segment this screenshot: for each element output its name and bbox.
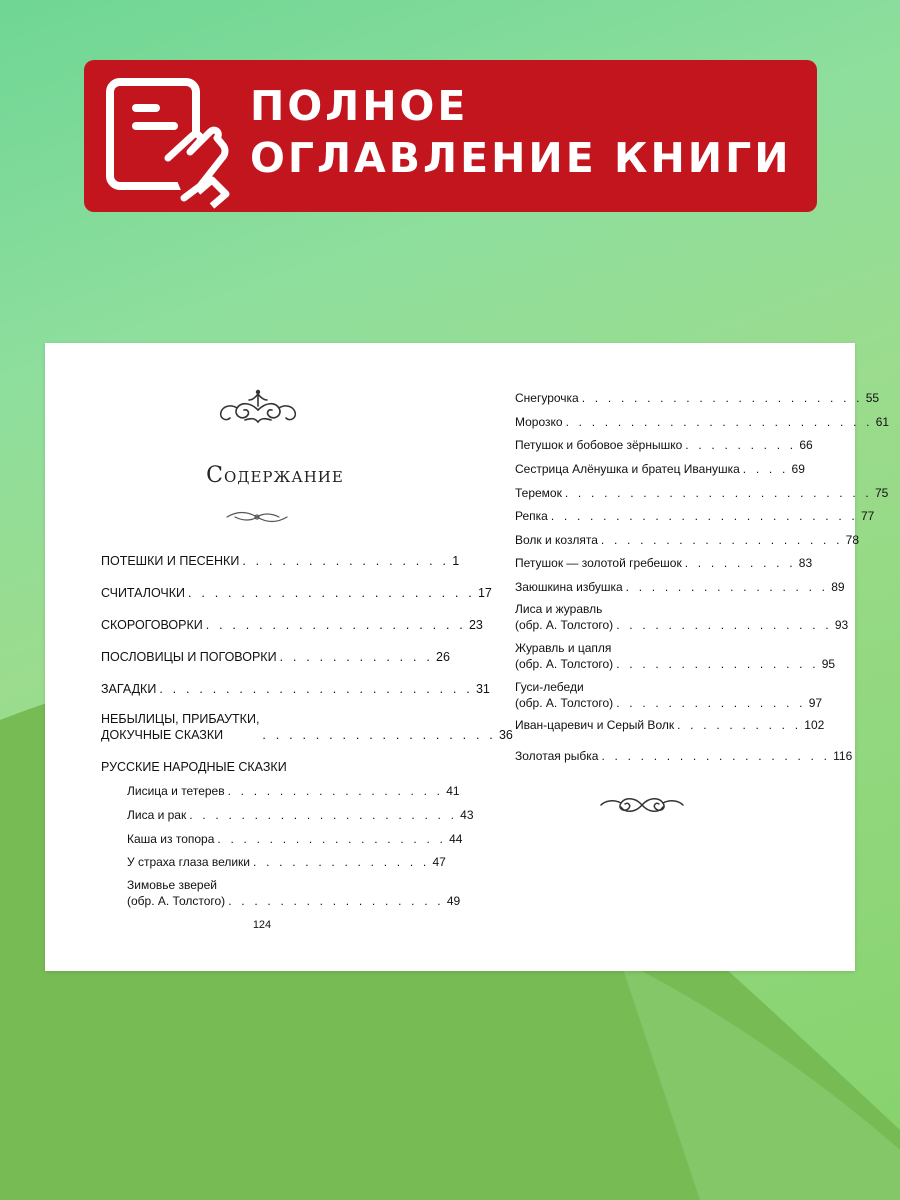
entry-label [101,711,259,743]
entry-label-line-2: (обр. А. Толстого) [515,696,614,710]
entry-label: Петушок и бобовое зёрнышко [515,438,683,452]
leader-dots: . . . . . . . . . . . . . . . . . [227,784,444,798]
entry-page: 78 [845,533,859,547]
banner-title-line-2: ОГЛАВЛЕНИЕ КНИГИ [250,134,792,182]
entry-page: 49 [446,894,461,908]
entry-label [515,601,613,633]
entry-label-line-1: НЕБЫЛИЦЫ, ПРИБАУТКИ, [101,712,260,726]
leader-dots: . . . . . . . . . . . . . . . . [242,554,450,568]
entry-page: 93 [834,618,849,632]
toc-entry-zagadki[interactable] [101,681,490,697]
leader-dots: . . . . . . . . . . [677,718,802,732]
leader-dots: . . . . . . . . . . . . . . . . . . . . . [189,808,458,822]
toc-section-russkie-skazki[interactable] [101,759,411,775]
entry-label: Лиса и рак [127,808,187,822]
entry-label [515,640,613,672]
entry-label: Лисица и тетерев [127,784,225,798]
toc-entry-volk-kozlyata[interactable] [515,532,859,548]
entry-page: 44 [449,832,463,846]
leader-dots: . . . . . . . . . . . . . . . . . [616,618,832,632]
toc-entry-zolotaya-rybka[interactable] [515,748,853,764]
entry-label: Волк и козлята [515,533,598,547]
toc-entry-lisitsa-teterev[interactable] [127,783,460,799]
entry-label: РУССКИЕ НАРОДНЫЕ СКАЗКИ [101,760,287,774]
leader-dots: . . . . . . . . . . . . . . . . . . . . . . . . [564,486,872,500]
leader-dots: . . . . . . . . . . . . . . . . . . . . . . . . [565,415,873,429]
toc-entry-poteshki[interactable] [101,553,460,569]
leader-dots: . . . . . . . . . . . . . . . . . . [217,832,447,846]
leader-dots: . . . . . . . . . . . . . . . . . . [262,728,496,742]
entry-label-line-2: (обр. А. Толстого) [515,618,614,632]
entry-page: 47 [432,855,446,869]
entry-label-line-2: (обр. А. Толстого) [127,894,226,908]
toc-entry-petushok-zolotoy[interactable] [515,555,813,571]
leader-dots: . . . . . . . . . [685,438,797,452]
entry-page: 77 [860,509,875,523]
entry-label-line-2: ДОКУЧНЫЕ СКАЗКИ [101,728,224,742]
toc-entry-gusi-lebedi[interactable] [515,679,823,711]
top-ornament-icon [215,388,301,428]
toc-entry-morozko[interactable] [515,414,890,430]
toc-entry-schitalochki[interactable] [101,585,492,601]
document-hand-icon [102,74,232,204]
toc-entry-skorogovorki[interactable] [101,617,483,633]
entry-label: Иван-царевич и Серый Волк [515,718,675,732]
banner-title [250,80,810,184]
entry-page: 95 [821,657,836,671]
entry-label: Заюшкина избушка [515,580,623,594]
leader-dots: . . . . . . . . . . . . . . . . . . . . [205,618,466,632]
entry-label: Теремок [515,486,562,500]
entry-label: ПОСЛОВИЦЫ И ПОГОВОРКИ [101,650,277,664]
entry-label: У страха глаза велики [127,855,251,869]
entry-page: 26 [436,650,450,664]
book-spread [45,343,890,971]
toc-entry-u-strakha[interactable] [127,854,446,870]
leader-dots: . . . . . . . . . [684,556,796,570]
toc-entry-snegurochka[interactable] [515,390,880,406]
leader-dots: . . . . [742,462,789,476]
toc-entry-lisa-zhuravl[interactable] [515,601,849,633]
toc-entry-repka[interactable] [515,508,875,524]
entry-page: 97 [808,696,823,710]
divider-flourish-icon [225,509,289,525]
entry-label: Репка [515,509,548,523]
toc-heading: Содержание [206,463,344,488]
entry-label: ПОТЕШКИ И ПЕСЕНКИ [101,554,240,568]
leader-dots: . . . . . . . . . . . . . . . . . . . . . . [188,586,475,600]
entry-page: 36 [498,728,513,742]
toc-entry-zhuravl-tsaplya[interactable] [515,640,836,672]
leader-dots: . . . . . . . . . . . . . . . . . . . . . . [581,391,863,405]
entry-label: Каша из топора [127,832,215,846]
entry-label: Петушок — золотой гребешок [515,556,682,570]
entry-page: 102 [804,718,825,732]
entry-label: Сестрица Алёнушка и братец Иванушка [515,462,740,476]
toc-entry-sestritsa[interactable] [515,461,805,477]
entry-label: СЧИТАЛОЧКИ [101,586,186,600]
entry-page: 75 [874,486,889,500]
leader-dots: . . . . . . . . . . . . . . . . . . . . . . . . [159,682,473,696]
entry-label-line-1: Гуси-лебеди [515,680,584,694]
entry-page: 43 [460,808,474,822]
entry-label: ЗАГАДКИ [101,682,157,696]
entry-page: 69 [791,462,805,476]
toc-entry-teremok[interactable] [515,485,889,501]
toc-entry-lisa-rak[interactable] [127,807,474,823]
entry-page: 89 [831,580,845,594]
end-flourish-icon [597,793,687,817]
promo-banner [84,60,817,212]
page-number: 124 [252,919,272,931]
entry-page: 23 [468,618,483,632]
entry-page: 116 [833,749,853,763]
entry-label-line-1: Зимовье зверей [127,878,217,892]
leader-dots: . . . . . . . . . . . . . . . . . . . [600,533,843,547]
entry-label [515,679,613,711]
entry-label: Золотая рыбка [515,749,599,763]
leader-dots: . . . . . . . . . . . . . . . . . [228,894,444,908]
entry-label-line-1: Лиса и журавль [515,602,603,616]
entry-label: Снегурочка [515,391,579,405]
leader-dots: . . . . . . . . . . . . . . . . [625,580,829,594]
entry-label [127,877,225,909]
toc-entry-zayushkina[interactable] [515,579,845,595]
entry-page: 31 [475,682,490,696]
entry-page: 1 [452,554,460,568]
leader-dots: . . . . . . . . . . . . . . . [616,696,806,710]
entry-page: 83 [798,556,813,570]
toc-entry-ivan-tsarevich[interactable] [515,717,825,733]
toc-entry-petushok-bobovoe[interactable] [515,437,813,453]
entry-page: 55 [865,391,880,405]
leader-dots: . . . . . . . . . . . . . . . . . . . . . . . . [550,509,858,523]
toc-entry-nebylitsy[interactable] [101,711,513,743]
entry-label: Морозко [515,415,563,429]
toc-entry-poslovitsy[interactable] [101,649,450,665]
entry-page: 41 [446,784,460,798]
banner-title-line-1: ПОЛНОЕ [250,82,469,130]
entry-page: 61 [875,415,890,429]
entry-page: 17 [477,586,492,600]
entry-page: 66 [799,438,813,452]
leader-dots: . . . . . . . . . . . . . . . . [616,657,819,671]
leader-dots: . . . . . . . . . . . . . . [253,855,430,869]
entry-label: СКОРОГОВОРКИ [101,618,203,632]
entry-label-line-2: (обр. А. Толстого) [515,657,614,671]
entry-label-line-1: Журавль и цапля [515,641,612,655]
toc-entry-zimovye[interactable] [127,877,461,909]
leader-dots: . . . . . . . . . . . . . . . . . . [601,749,831,763]
leader-dots: . . . . . . . . . . . . [279,650,434,664]
toc-entry-kasha[interactable] [127,831,463,847]
